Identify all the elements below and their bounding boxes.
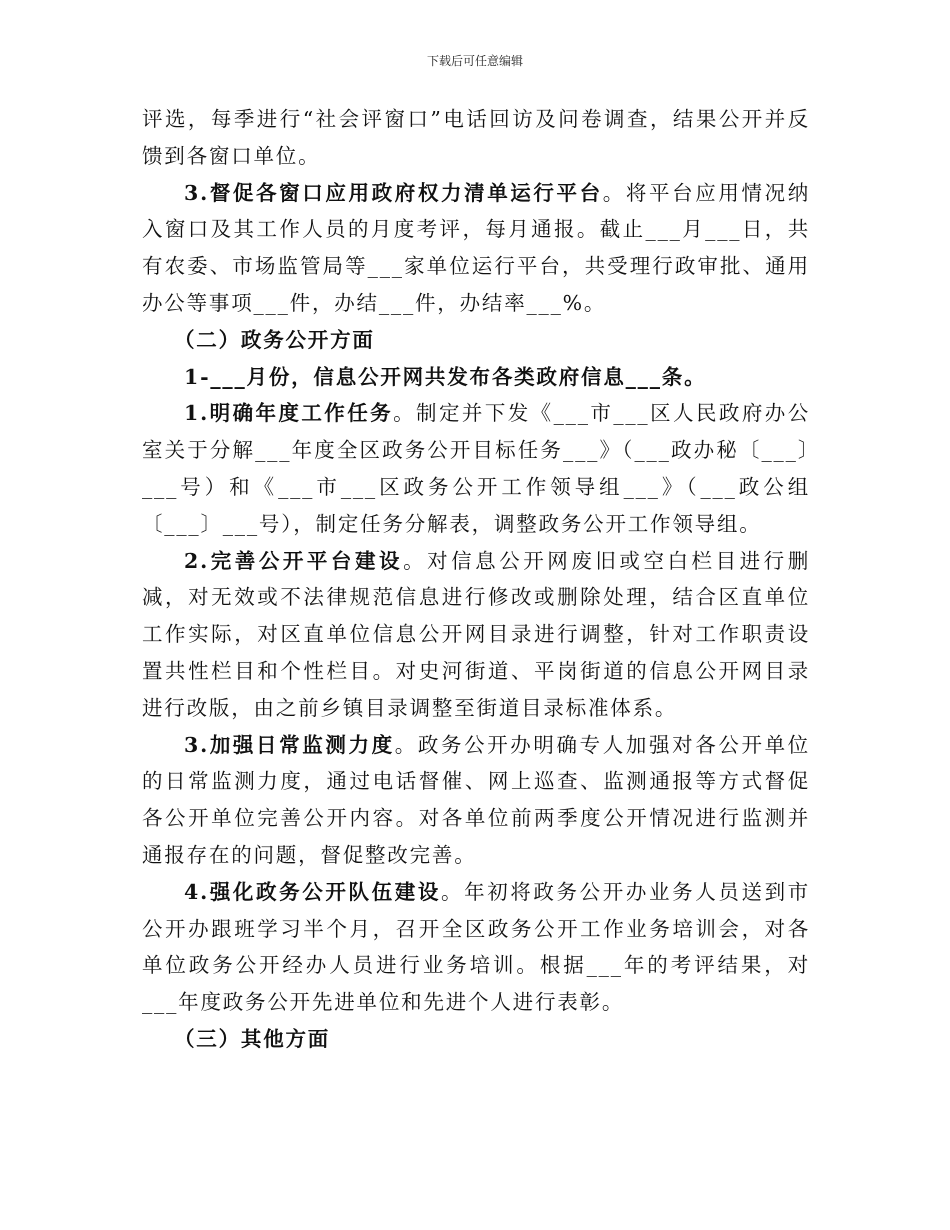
paragraph-team: [142, 874, 810, 1021]
paragraph-text: 。对信息公开网废旧或空白栏目进行删减，对无效或不法律规范信息进行修改或删除处理，结合区直单位工作实际，对区直单位信息公开网目录进行调整，针对工作职责设置共性栏目和个性栏目。对史河街道、平岗街道的信息公开网目录进行改版，由之前乡镇目录调整至街道目录标准体系。: [142, 548, 810, 720]
paragraph-lead: 2.完善公开平台建设: [184, 548, 404, 573]
paragraph-lead: 1.明确年度工作任务: [184, 401, 394, 426]
paragraph-monitoring: [142, 727, 810, 874]
paragraph-lead: 3.督促各窗口应用政府权力清单运行平台: [184, 180, 603, 205]
section-heading-3: （三）其他方面: [174, 1026, 331, 1051]
paragraph-text: 。政务公开办明确专人加强对各公开单位的日常监测力度，通过电话督催、网上巡查、监测通报等方式督促各公开单位完善公开内容。对各单位前两季度公开情况进行监测并通报存在的问题，督促整改完善。: [142, 732, 810, 867]
document-body: [142, 101, 810, 1058]
paragraph-lead: 3.加强日常监测力度: [184, 732, 395, 757]
section-heading-2: （二）政务公开方面: [174, 327, 375, 352]
page-header: 下载后可任意编辑: [426, 54, 523, 68]
paragraph-lead: 4.强化政务公开队伍建设: [184, 879, 441, 904]
paragraph-text: 。年初将政务公开办业务人员送到市公开办跟班学习半个月，召开全区政务公开工作业务培训会，对各单位政务公开经办人员进行业务培训。根据___年的考评结果，对___年度政务公开先进单位和先进个人进行表彰。: [142, 879, 810, 1015]
paragraph-summary: 1-___月份，信息公开网共发布各类政府信息___条。: [184, 364, 707, 389]
paragraph-tasks: [142, 395, 810, 542]
paragraph-text: 。将平台应用情况纳入窗口及其工作人员的月度考评，每月通报。截止___月___日，共有农委、市场监管局等___家单位运行平台，共受理行政审批、通用办公等事项___件，办结___件，办结率___%。: [142, 180, 810, 315]
paragraph-platform: [142, 175, 810, 322]
paragraph-text: 。制定并下发《___市___区人民政府办公室关于分解___年度全区政务公开目标任务___》（___政办秘〔___〕___号）和《___市___区政务公开工作领导组___》（___政公组〔___〕___号），制定任务分解表，调整政务公开工作领导组。: [142, 401, 810, 536]
paragraph-platform-construction: [142, 543, 810, 727]
paragraph-continuation: 评选，每季进行“社会评窗口”电话回访及问卷调查，结果公开并反馈到各窗口单位。: [142, 107, 810, 168]
